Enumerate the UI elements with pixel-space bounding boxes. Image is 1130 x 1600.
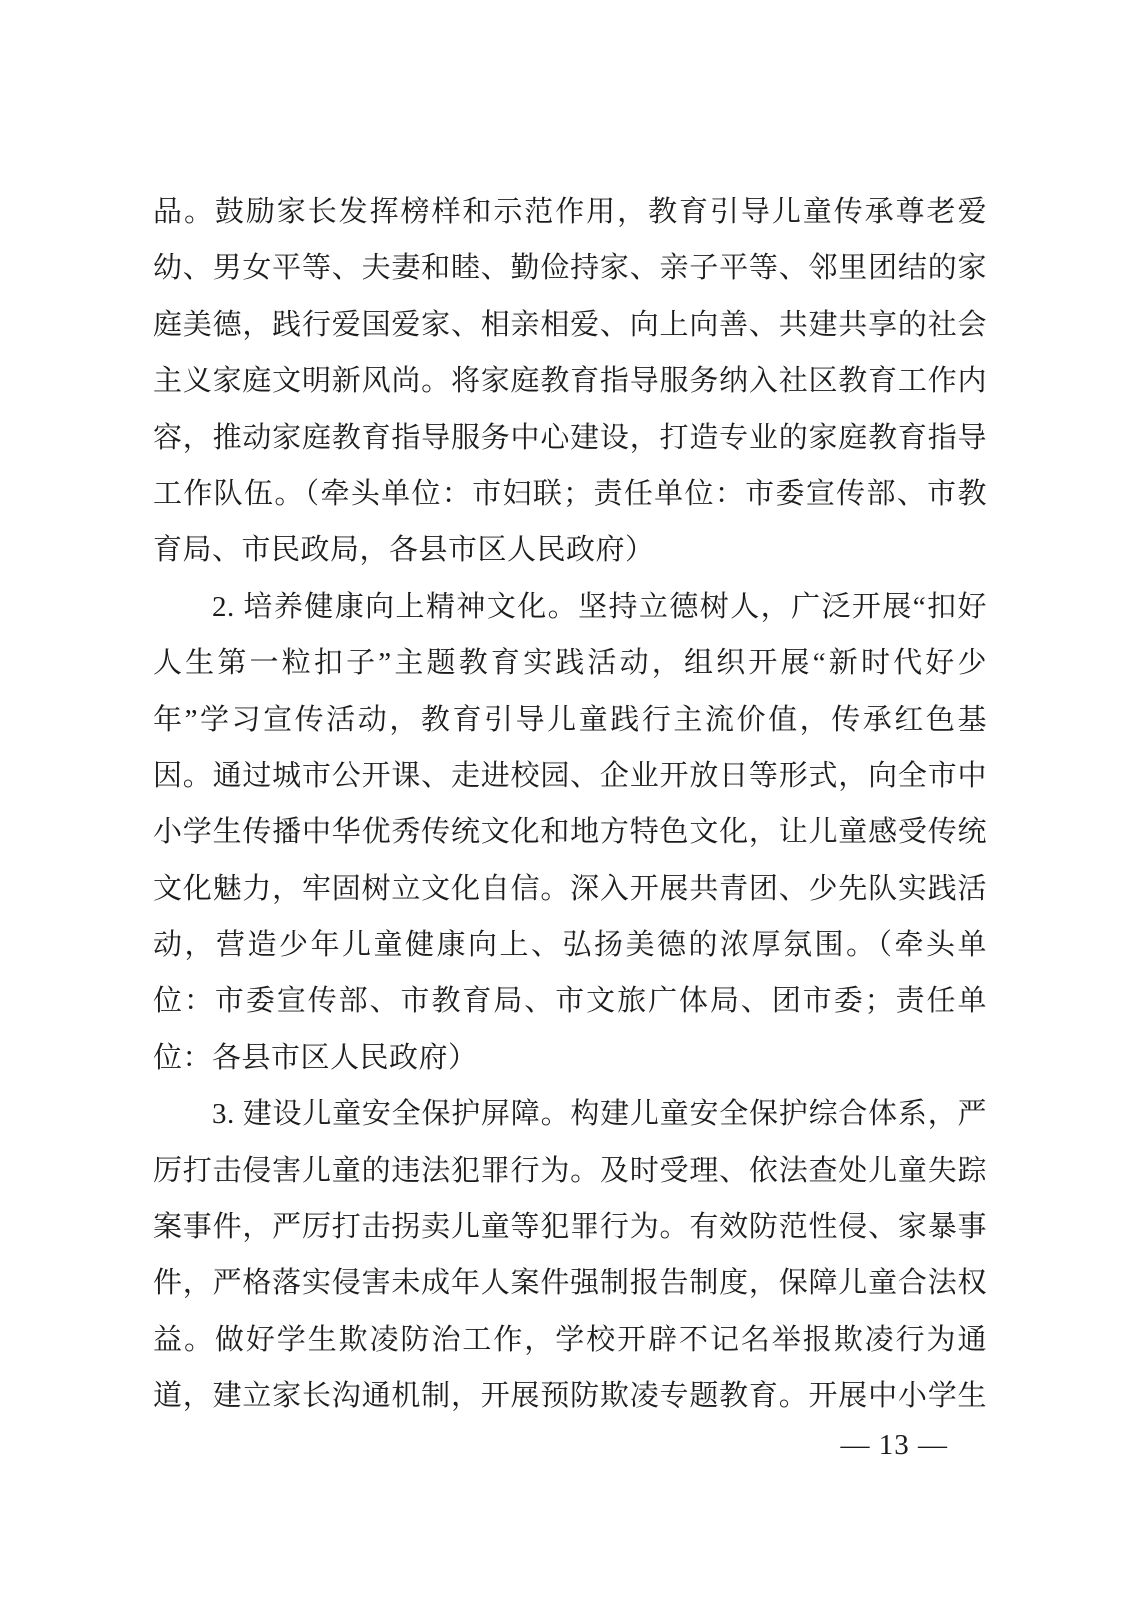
text-line: 案事件，严厉打击拐卖儿童等犯罪行为。有效防范性侵、家暴事 — [153, 1211, 987, 1244]
text-line: 因。通过城市公开课、走进校园、企业开放日等形式，向全市中 — [153, 759, 987, 792]
text-line-paragraph-end: 位：各县市区人民政府） — [153, 1041, 478, 1074]
text-line: 品。鼓励家长发挥榜样和示范作用，教育引导儿童传承尊老爱 — [153, 196, 987, 228]
text-line: 厉打击侵害儿童的违法犯罪行为。及时受理、依法查处儿童失踪 — [153, 1154, 987, 1187]
text-line-paragraph-end: 育局、市民政局，各县市区人民政府） — [153, 534, 655, 567]
text-line: 益。做好学生欺凌防治工作，学校开辟不记名举报欺凌行为通 — [153, 1323, 987, 1356]
text-line: 年”学习宣传活动，教育引导儿童践行主流价值，传承红色基 — [153, 703, 987, 736]
document-body-text — [153, 184, 987, 1425]
text-line: 位：市委宣传部、市教育局、市文旅广体局、团市委；责任单 — [153, 985, 987, 1018]
text-line: 道，建立家长沟通机制，开展预防欺凌专题教育。开展中小学生 — [153, 1380, 987, 1413]
text-line: 动，营造少年儿童健康向上、弘扬美德的浓厚氛围。（牵头单 — [153, 929, 987, 962]
text-line: 文化魅力，牢固树立文化自信。深入开展共青团、少先队实践活 — [153, 872, 987, 905]
text-line: 庭美德，践行爱国爱家、相亲相爱、向上向善、共建共享的社会 — [153, 308, 987, 341]
page-number: — 13 — — [840, 1429, 948, 1461]
text-line: 工作队伍。（牵头单位：市妇联；责任单位：市委宣传部、市教 — [153, 477, 987, 510]
text-line: 件，严格落实侵害未成年人案件强制报告制度，保障儿童合法权 — [153, 1267, 987, 1300]
text-line: 人生第一粒扣子”主题教育实践活动，组织开展“新时代好少 — [153, 647, 987, 680]
text-line: 幼、男女平等、夫妻和睦、勤俭持家、亲子平等、邻里团结的家 — [153, 252, 987, 285]
text-line: 小学生传播中华优秀传统文化和地方特色文化，让儿童感受传统 — [153, 816, 987, 849]
text-line: 主义家庭文明新风尚。将家庭教育指导服务纳入社区教育工作内 — [153, 365, 987, 398]
text-line: 容，推动家庭教育指导服务中心建设，打造专业的家庭教育指导 — [153, 421, 987, 454]
text-line-paragraph-start: 3. 建设儿童安全保护屏障。构建儿童安全保护综合体系，严 — [212, 1098, 987, 1131]
text-line-paragraph-start: 2. 培养健康向上精神文化。坚持立德树人，广泛开展“扣好 — [212, 590, 987, 623]
